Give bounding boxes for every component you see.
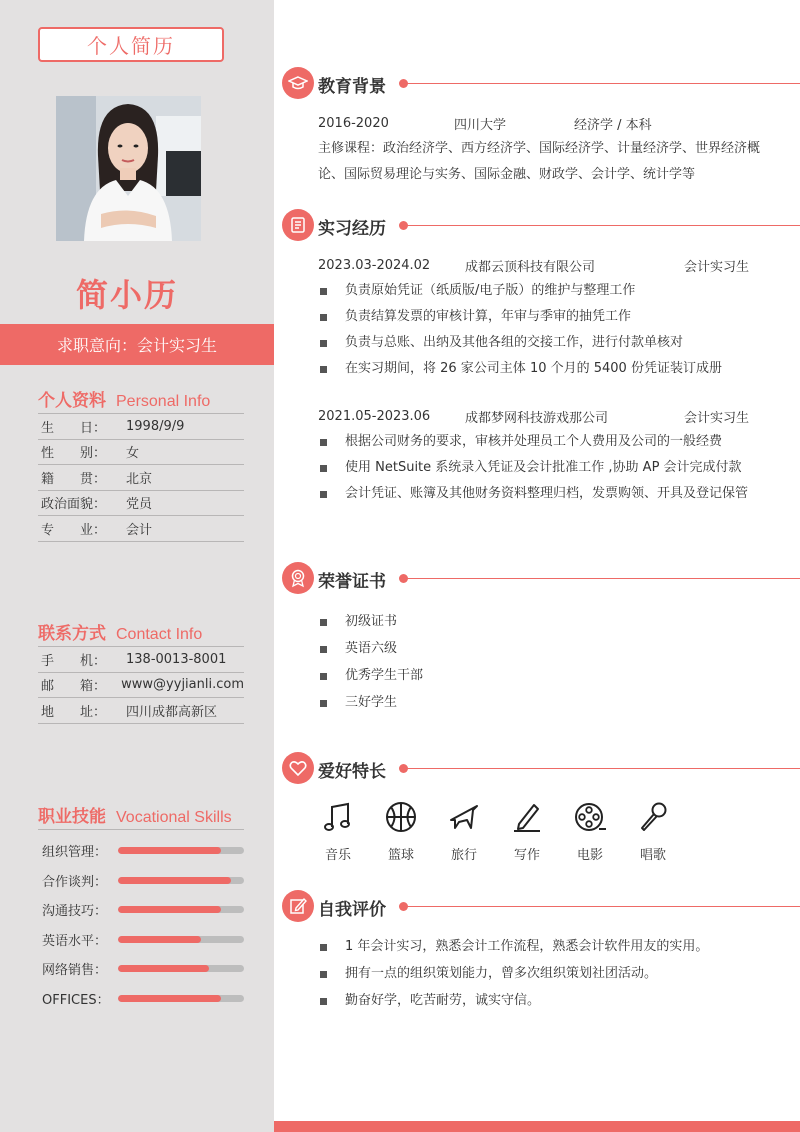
duty-item: 在实习期间，将 26 家公司主体 10 个月的 5400 份凭证装订成册 [318, 356, 776, 382]
profile-photo [56, 96, 201, 241]
info-value: 党员 [126, 497, 153, 513]
job-header [318, 252, 776, 278]
skill-label: 组织管理： [42, 845, 108, 861]
job-period: 2021.05-2023.06 [318, 408, 431, 424]
skill-bar [118, 847, 244, 854]
job-duties [318, 429, 776, 507]
hobby-list [318, 800, 696, 863]
internship-header [282, 209, 800, 241]
skill-bar [118, 936, 244, 943]
personal-info-title: 个人资料 [38, 391, 106, 411]
document-icon [282, 209, 314, 241]
contact-row-phone [38, 647, 244, 673]
education-school: 四川大学 [454, 117, 507, 133]
job-period: 2023.03-2024.02 [318, 257, 431, 273]
contact-row-email [38, 673, 244, 699]
honor-item: 初级证书 [318, 609, 776, 635]
contact-info-title: 联系方式 [38, 624, 106, 644]
skill-bar [118, 995, 244, 1002]
internship-job-1 [318, 252, 776, 382]
info-label: 政治面貌： [41, 497, 107, 513]
skills-header [38, 802, 244, 830]
honor-item: 优秀学生干部 [318, 663, 776, 689]
job-company: 成都梦网科技游戏那公司 [465, 410, 609, 426]
info-row-gender [38, 440, 244, 466]
duty-item: 根据公司财务的要求，审核并处理员工个人费用及公司的一般经费 [318, 429, 776, 455]
hobby-label: 音乐 [325, 848, 352, 863]
education-content [318, 110, 776, 188]
self-eval-header [282, 890, 800, 922]
self-eval-list [318, 934, 776, 1014]
hobby-travel [444, 800, 507, 863]
skill-bar-fill [118, 847, 221, 854]
section-divider [407, 225, 800, 226]
info-row-hometown [38, 465, 244, 491]
duty-item: 会计凭证、账簿及其他财务资料整理归档，发票购领、开具及登记保管 [318, 481, 776, 507]
skill-list [38, 836, 244, 1013]
duty-item: 使用 NetSuite 系统录入凭证及会计批准工作 ,协助 AP 会计完成付款 [318, 455, 776, 481]
skill-bar-fill [118, 877, 231, 884]
job-duties [318, 278, 776, 382]
self-eval-item: 1 年会计实习，熟悉会计工作流程，熟悉会计软件用友的实用。 [318, 934, 776, 960]
hobby-label: 电影 [577, 848, 604, 863]
education-header [282, 67, 800, 99]
contact-row-address [38, 698, 244, 724]
heart-icon [282, 752, 314, 784]
skill-row [38, 954, 244, 984]
skill-bar-fill [118, 906, 221, 913]
personal-info-header [38, 386, 244, 414]
hobbies-title: 爱好特长 [318, 762, 386, 782]
info-row-political [38, 491, 244, 517]
honors-list [318, 609, 776, 716]
personal-info-section [38, 386, 244, 542]
hobby-movies [570, 800, 633, 863]
contact-label: 手 机： [41, 653, 107, 669]
personal-info-title-en: Personal Info [116, 393, 211, 410]
basketball-icon [384, 800, 418, 834]
skill-label: 网络销售： [42, 963, 108, 979]
info-value: 1998/9/9 [126, 418, 185, 434]
education-courses: 主修课程：政治经济学、西方经济学、国际经济学、计量经济学、世界经济概论、国际贸易理论与实务、国际金融、财政学、会计学、统计学等 [318, 141, 761, 182]
skills-title-en: Vocational Skills [116, 809, 232, 826]
music-icon [321, 800, 355, 834]
skill-bar [118, 877, 244, 884]
job-company: 成都云顶科技有限公司 [465, 259, 596, 275]
education-title: 教育背景 [318, 77, 386, 97]
edit-icon [282, 890, 314, 922]
info-value: 北京 [126, 471, 153, 487]
skill-row [38, 984, 244, 1014]
footer-bar [274, 1121, 800, 1132]
info-label: 专 业： [41, 522, 107, 538]
graduation-cap-icon [282, 67, 314, 99]
honor-item: 英语六级 [318, 636, 776, 662]
info-label: 籍 贯： [41, 471, 107, 487]
job-role: 会计实习生 [684, 410, 750, 426]
microphone-icon [636, 800, 670, 834]
info-row-birthday [38, 414, 244, 440]
hobby-basketball [381, 800, 444, 863]
hobby-label: 写作 [514, 848, 541, 863]
hobby-label: 旅行 [451, 848, 478, 863]
internship-title: 实习经历 [318, 219, 386, 239]
skill-row [38, 895, 244, 925]
duty-item: 负责与总账、出纳及其他各组的交接工作，进行付款单核对 [318, 330, 776, 356]
skill-label: 沟通技巧： [42, 904, 108, 920]
job-intent: 求职意向：会计实习生 [0, 324, 274, 365]
pen-icon [510, 800, 544, 834]
honors-title: 荣誉证书 [318, 572, 386, 592]
section-divider [407, 83, 800, 84]
section-divider [407, 578, 800, 579]
contact-value: 138-0013-8001 [126, 651, 227, 667]
education-degree: 经济学 / 本科 [574, 117, 652, 133]
skill-bar-fill [118, 936, 201, 943]
skill-bar-fill [118, 965, 208, 972]
skills-title: 职业技能 [38, 807, 106, 827]
self-eval-item: 勤奋好学，吃苦耐劳，诚实守信。 [318, 988, 776, 1014]
honors-header [282, 562, 800, 594]
skill-row [38, 836, 244, 866]
hobbies-header [282, 752, 800, 784]
skill-label: 英语水平： [42, 933, 108, 949]
hobby-music [318, 800, 381, 863]
duty-item: 负责结算发票的审核计算，年审与季审的抽凭工作 [318, 304, 776, 330]
job-header [318, 403, 776, 429]
resume-title: 个人简历 [38, 27, 224, 62]
internship-job-2 [318, 403, 776, 507]
education-row [318, 110, 776, 136]
contact-info-section [38, 619, 244, 724]
contact-label: 邮 箱： [41, 679, 107, 695]
hobby-label: 唱歌 [640, 848, 667, 863]
skills-section [38, 802, 244, 1013]
info-value: 女 [126, 446, 140, 462]
section-divider [407, 906, 800, 907]
job-role: 会计实习生 [684, 259, 750, 275]
award-badge-icon [282, 562, 314, 594]
skill-label: 合作谈判： [42, 874, 108, 890]
hobby-label: 篮球 [388, 848, 415, 863]
skill-row [38, 925, 244, 955]
self-eval-item: 拥有一点的组织策划能力，曾多次组织策划社团活动。 [318, 961, 776, 987]
contact-label: 地 址： [41, 704, 107, 720]
skill-bar-fill [118, 995, 221, 1002]
skill-bar [118, 906, 244, 913]
self-eval-title: 自我评价 [318, 900, 386, 920]
candidate-name: 简小历 [75, 276, 178, 314]
info-label: 生 日： [41, 420, 107, 436]
film-reel-icon [573, 800, 607, 834]
contact-info-title-en: Contact Info [116, 626, 203, 643]
skill-row [38, 866, 244, 896]
education-period: 2016-2020 [318, 115, 389, 131]
contact-value: www@yyjianli.com [121, 677, 244, 693]
info-label: 性 别： [41, 446, 107, 462]
honor-item: 三好学生 [318, 690, 776, 716]
airplane-icon [447, 800, 481, 834]
hobby-writing [507, 800, 570, 863]
contact-value: 四川成都高新区 [126, 704, 218, 720]
info-row-major [38, 516, 244, 542]
duty-item: 负责原始凭证（纸质版/电子版）的维护与整理工作 [318, 278, 776, 304]
hobby-singing [633, 800, 696, 863]
section-divider [407, 768, 800, 769]
skill-label: OFFICES： [42, 992, 110, 1008]
contact-info-header [38, 619, 244, 647]
info-value: 会计 [126, 522, 153, 538]
skill-bar [118, 965, 244, 972]
